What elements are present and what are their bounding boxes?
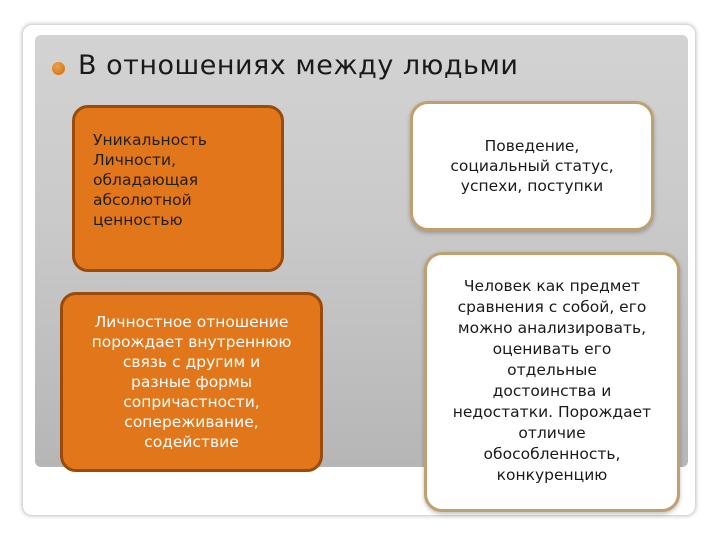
behavior-box-text: Поведение, социальный статус, успехи, поступки	[450, 137, 614, 195]
behavior-box	[410, 101, 654, 231]
personal-relation-box	[60, 292, 323, 472]
personal-relation-box-text: Личностное отношение порождает внутреннюю связь с другим и разные формы сопричастности, сопереживание, содействие	[91, 313, 292, 451]
bullet-icon	[52, 62, 65, 75]
uniqueness-box-text: Уникальность Личности, обладающая абсолютной ценностью	[93, 131, 207, 229]
comparison-box	[424, 252, 680, 512]
slide-heading: В отношениях между людьми	[78, 50, 519, 81]
uniqueness-box	[72, 105, 284, 272]
comparison-box-text: Человек как предмет сравнения с собой, его можно анализировать, оценивать его отдельные достоинства и недостатки. Порождает отличие обособленность, конкуренцию	[452, 277, 652, 484]
